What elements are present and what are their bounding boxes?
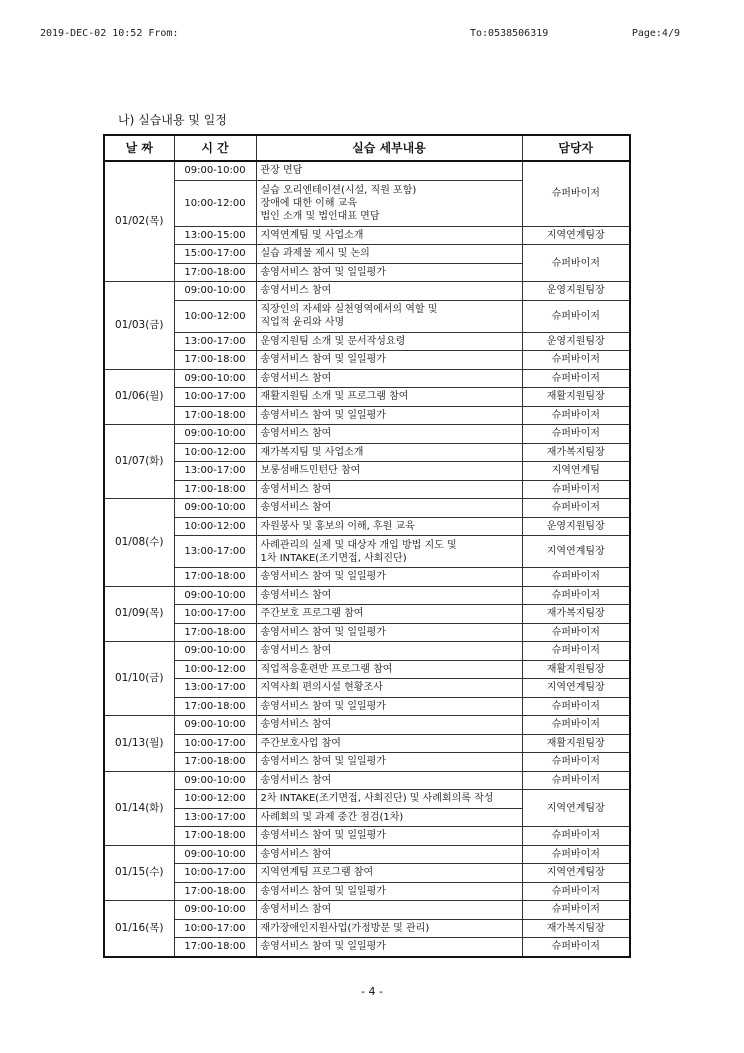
time-cell: 13:00-17:00 [174,462,256,481]
date-cell: 01/06(월) [104,369,174,425]
table-row [104,517,630,536]
content-cell: 송영서비스 참여 및 일일평가 [256,263,522,282]
table-row [104,605,630,624]
time-cell: 13:00-17:00 [174,536,256,568]
section-title: 나) 실습내용 및 일정 [118,113,227,127]
table-row [104,790,630,809]
content-cell: 송영서비스 참여 및 일일평가 [256,938,522,957]
schedule-table [103,134,631,958]
table-row [104,351,630,370]
header-date: 날 짜 [104,135,174,161]
table-row [104,660,630,679]
date-cell: 01/13(월) [104,716,174,772]
person-cell: 재가복지팀장 [522,919,630,938]
table-row [104,716,630,735]
content-cell: 관장 면담 [256,161,522,180]
person-cell: 재가복지팀장 [522,605,630,624]
content-cell: 송영서비스 참여 [256,901,522,920]
table-row [104,864,630,883]
content-cell: 직장인의 자세와 실천영역에서의 역할 및 직업적 윤리와 사명 [256,300,522,332]
table-row [104,406,630,425]
table-row [104,623,630,642]
time-cell: 17:00-18:00 [174,697,256,716]
person-cell: 운영지원팀장 [522,282,630,301]
content-cell: 송영서비스 참여 및 일일평가 [256,753,522,772]
time-cell: 13:00-17:00 [174,808,256,827]
content-cell: 송영서비스 참여 [256,425,522,444]
time-cell: 17:00-18:00 [174,568,256,587]
person-cell: 슈퍼바이저 [522,406,630,425]
table-header-row [104,135,630,161]
content-cell: 송영서비스 참여 [256,369,522,388]
person-cell: 슈퍼바이저 [522,568,630,587]
table-row [104,734,630,753]
table-row [104,462,630,481]
time-cell: 10:00-12:00 [174,443,256,462]
time-cell: 17:00-18:00 [174,480,256,499]
table-row [104,753,630,772]
table-row [104,536,630,568]
time-cell: 09:00-10:00 [174,282,256,301]
person-cell: 지역연계팀장 [522,226,630,245]
person-cell: 슈퍼바이저 [522,827,630,846]
content-cell: 운영지원팀 소개 및 문서작성요령 [256,332,522,351]
table-row [104,480,630,499]
table-row [104,938,630,957]
table-row [104,827,630,846]
time-cell: 09:00-10:00 [174,369,256,388]
content-cell: 2차 INTAKE(조기면접, 사회진단) 및 사례회의록 작성 [256,790,522,809]
table-row [104,499,630,518]
content-cell: 주간보호사업 참여 [256,734,522,753]
person-cell: 슈퍼바이저 [522,697,630,716]
table-row [104,919,630,938]
time-cell: 09:00-10:00 [174,499,256,518]
table-row [104,845,630,864]
time-cell: 10:00-17:00 [174,734,256,753]
time-cell: 10:00-12:00 [174,790,256,809]
table-row [104,161,630,180]
date-cell: 01/16(목) [104,901,174,957]
time-cell: 17:00-18:00 [174,623,256,642]
fax-recipient: To:0538506319 [470,28,549,39]
time-cell: 17:00-18:00 [174,263,256,282]
content-cell: 직업적응훈련반 프로그램 참여 [256,660,522,679]
table-row [104,245,630,264]
table-row [104,443,630,462]
time-cell: 17:00-18:00 [174,827,256,846]
schedule-body [104,161,630,957]
table-row [104,679,630,698]
table-row [104,369,630,388]
header-content: 실습 세부내용 [256,135,522,161]
person-cell: 재활지원팀장 [522,660,630,679]
table-row [104,226,630,245]
content-cell: 송영서비스 참여 [256,480,522,499]
content-cell: 송영서비스 참여 및 일일평가 [256,351,522,370]
person-cell: 슈퍼바이저 [522,845,630,864]
content-cell: 송영서비스 참여 및 일일평가 [256,697,522,716]
header-person: 담당자 [522,135,630,161]
content-cell: 보롱섬배드민턴단 참여 [256,462,522,481]
date-cell: 01/07(화) [104,425,174,499]
date-cell: 01/15(수) [104,845,174,901]
content-cell: 지역사회 편의시설 현황조사 [256,679,522,698]
person-cell: 슈퍼바이저 [522,901,630,920]
table-row [104,642,630,661]
table-row [104,882,630,901]
time-cell: 10:00-12:00 [174,517,256,536]
date-cell: 01/08(수) [104,499,174,587]
person-cell: 슈퍼바이저 [522,753,630,772]
content-cell: 송영서비스 참여 [256,499,522,518]
person-cell: 지역연계팀장 [522,536,630,568]
content-cell: 실습 과제물 제시 및 논의 [256,245,522,264]
time-cell: 13:00-17:00 [174,332,256,351]
content-cell: 송영서비스 참여 및 일일평가 [256,882,522,901]
table-row [104,388,630,407]
content-cell: 사례관리의 실제 및 대상자 개입 방법 지도 및 1차 INTAKE(조기면접, 사회진단) [256,536,522,568]
person-cell: 슈퍼바이저 [522,642,630,661]
person-cell: 지역연계팀장 [522,864,630,883]
person-cell: 운영지원팀장 [522,332,630,351]
content-cell: 사례회의 및 과제 중간 점검(1차) [256,808,522,827]
table-row [104,282,630,301]
person-cell: 슈퍼바이저 [522,716,630,735]
header-time: 시 간 [174,135,256,161]
content-cell: 송영서비스 참여 및 일일평가 [256,568,522,587]
date-cell: 01/10(금) [104,642,174,716]
content-cell: 송영서비스 참여 [256,771,522,790]
content-cell: 송영서비스 참여 [256,282,522,301]
page-number: - 4 - [361,985,383,998]
date-cell: 01/09(목) [104,586,174,642]
time-cell: 10:00-17:00 [174,864,256,883]
time-cell: 09:00-10:00 [174,586,256,605]
person-cell: 재활지원팀장 [522,734,630,753]
content-cell: 송영서비스 참여 및 일일평가 [256,827,522,846]
person-cell: 슈퍼바이저 [522,499,630,518]
time-cell: 09:00-10:00 [174,425,256,444]
time-cell: 09:00-10:00 [174,716,256,735]
person-cell: 슈퍼바이저 [522,882,630,901]
person-cell: 재가복지팀장 [522,443,630,462]
time-cell: 09:00-10:00 [174,161,256,180]
table-row [104,901,630,920]
content-cell: 재가복지팀 및 사업소개 [256,443,522,462]
time-cell: 15:00-17:00 [174,245,256,264]
time-cell: 09:00-10:00 [174,771,256,790]
content-cell: 실습 오리엔테이션(시설, 직원 포함) 장애에 대한 이해 교육 법인 소개 및 법인대표 면담 [256,180,522,226]
time-cell: 13:00-15:00 [174,226,256,245]
time-cell: 09:00-10:00 [174,901,256,920]
person-cell: 슈퍼바이저 [522,771,630,790]
person-cell: 운영지원팀장 [522,517,630,536]
time-cell: 10:00-12:00 [174,180,256,226]
fax-page-indicator: Page:4/9 [631,28,680,39]
table-row [104,568,630,587]
time-cell: 09:00-10:00 [174,642,256,661]
time-cell: 09:00-10:00 [174,845,256,864]
person-cell: 슈퍼바이저 [522,480,630,499]
table-row [104,697,630,716]
person-cell: 슈퍼바이저 [522,245,630,282]
table-row [104,586,630,605]
date-cell: 01/02(목) [104,161,174,282]
table-row [104,771,630,790]
fax-timestamp: 2019-DEC-02 10:52 From: [40,28,179,39]
table-row [104,425,630,444]
person-cell: 슈퍼바이저 [522,623,630,642]
content-cell: 송영서비스 참여 [256,845,522,864]
content-cell: 재가장애인지원사업(가정방문 및 관리) [256,919,522,938]
time-cell: 17:00-18:00 [174,753,256,772]
time-cell: 17:00-18:00 [174,882,256,901]
content-cell: 자원봉사 및 홍보의 이해, 후원 교육 [256,517,522,536]
time-cell: 17:00-18:00 [174,938,256,957]
content-cell: 송영서비스 참여 [256,716,522,735]
content-cell: 재활지원팀 소개 및 프로그램 참여 [256,388,522,407]
table-row [104,300,630,332]
content-cell: 지역연계팀 및 사업소개 [256,226,522,245]
person-cell: 슈퍼바이저 [522,351,630,370]
time-cell: 10:00-12:00 [174,660,256,679]
person-cell: 슈퍼바이저 [522,300,630,332]
content-cell: 지역연계팀 프로그램 참여 [256,864,522,883]
time-cell: 10:00-17:00 [174,605,256,624]
person-cell: 슈퍼바이저 [522,586,630,605]
person-cell: 슈퍼바이저 [522,425,630,444]
person-cell: 슈퍼바이저 [522,161,630,226]
person-cell: 지역연계팀장 [522,790,630,827]
time-cell: 17:00-18:00 [174,351,256,370]
person-cell: 지역연계팀장 [522,679,630,698]
person-cell: 슈퍼바이저 [522,369,630,388]
person-cell: 지역연계팀 [522,462,630,481]
content-cell: 송영서비스 참여 [256,642,522,661]
person-cell: 슈퍼바이저 [522,938,630,957]
content-cell: 송영서비스 참여 및 일일평가 [256,406,522,425]
time-cell: 13:00-17:00 [174,679,256,698]
time-cell: 10:00-17:00 [174,919,256,938]
time-cell: 10:00-17:00 [174,388,256,407]
time-cell: 17:00-18:00 [174,406,256,425]
content-cell: 주간보호 프로그램 참여 [256,605,522,624]
fax-header [40,28,680,44]
time-cell: 10:00-12:00 [174,300,256,332]
date-cell: 01/14(화) [104,771,174,845]
person-cell: 재활지원팀장 [522,388,630,407]
date-cell: 01/03(금) [104,282,174,370]
content-cell: 송영서비스 참여 및 일일평가 [256,623,522,642]
content-cell: 송영서비스 참여 [256,586,522,605]
table-row [104,332,630,351]
